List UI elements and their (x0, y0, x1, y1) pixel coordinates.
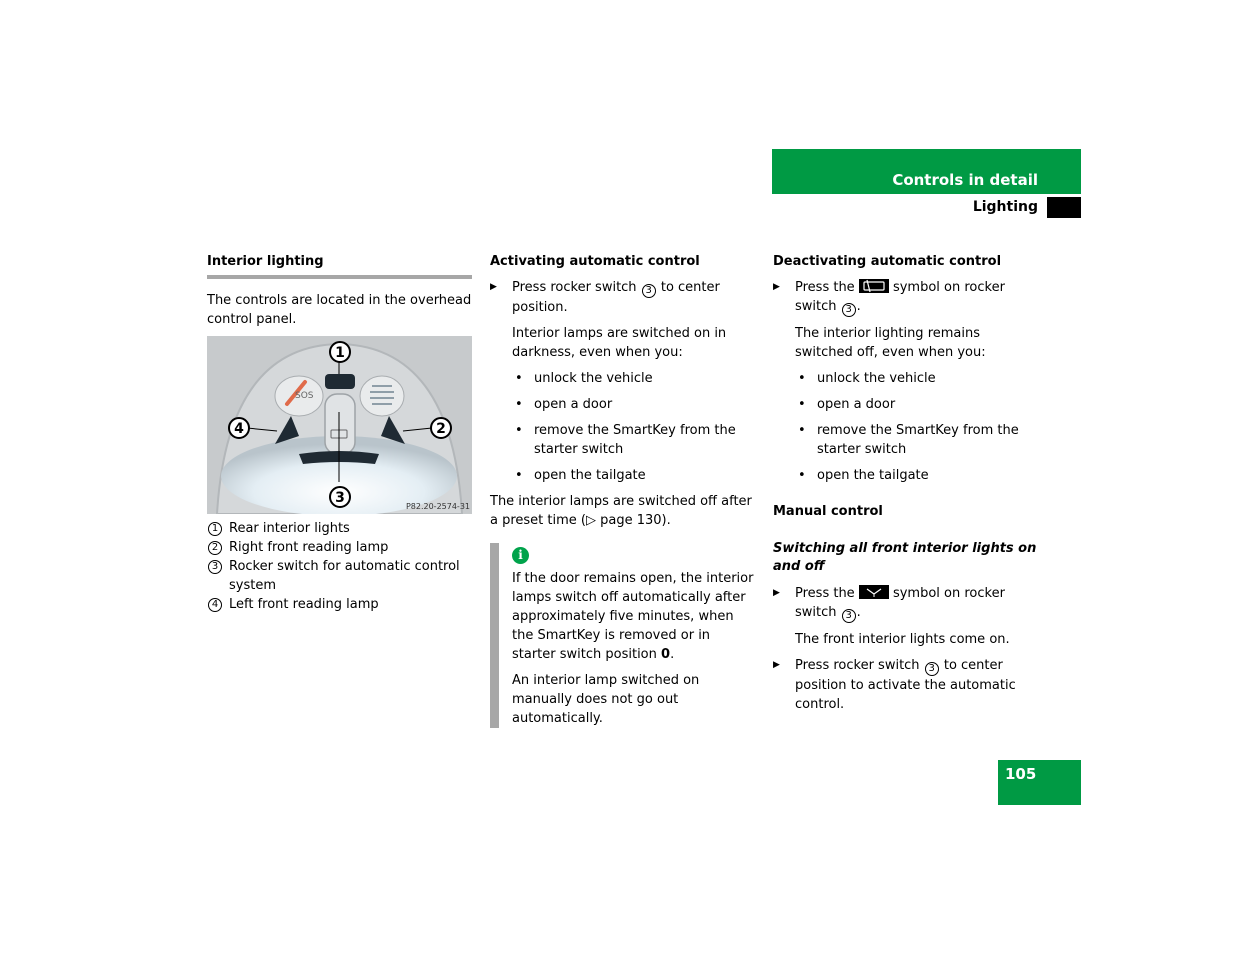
step-result: The interior lighting remains switched off, even when you: (795, 326, 986, 360)
list-item: • open a door (490, 395, 756, 414)
heading-activating-automatic-control: Activating automatic control (490, 254, 700, 269)
chapter-header-bar (772, 149, 1081, 194)
legend-item: 2 Right front reading lamp (207, 538, 472, 557)
callout-3: 3 (329, 486, 351, 508)
overhead-control-panel-figure (207, 336, 472, 514)
info-paragraph-1: If the door remains open, the interior lamps switch off automatically after approximately five minutes, when the SmartKey is removed or in starter switch position 0. (512, 571, 754, 662)
instruction-step: ▶ Press rocker switch 3 to center position to activate the automatic control. (773, 656, 1039, 714)
instruction-step: ▶ Press the symbol on rocker switch 3 . (773, 278, 1039, 317)
column-deactivating-automatic-control (773, 253, 1039, 714)
column-interior-lighting (207, 253, 472, 614)
intro-text: The controls are located in the overhead control panel. (207, 293, 472, 327)
list-item: • open the tailgate (490, 466, 756, 485)
step-result: Interior lamps are switched on in darkness, even when you: (512, 326, 727, 360)
info-callout (490, 543, 756, 728)
instruction-step: ▶ Press rocker switch 3 to center position. (490, 278, 756, 317)
chapter-title: Controls in detail (892, 171, 1038, 189)
callout-2: 2 (430, 417, 452, 439)
instruction-step: ▶ Press the symbol on rocker switch 3 . (773, 584, 1039, 623)
front-interior-light-symbol-icon (859, 585, 889, 599)
legend-item: 4 Left front reading lamp (207, 595, 472, 614)
page-number: 105 (1005, 765, 1037, 783)
callout-1: 1 (329, 341, 351, 363)
rocker-switch-ref: 3 (925, 662, 939, 676)
auto-off-text: The interior lamps are switched off after a preset time (▷ page 130). (490, 494, 752, 528)
rocker-switch-ref: 3 (842, 609, 856, 623)
column-activating-automatic-control (490, 253, 756, 728)
list-item: • open the tailgate (773, 466, 1039, 485)
list-item: • remove the SmartKey from the starter switch (773, 421, 1039, 459)
section-header (772, 197, 1081, 218)
heading-manual-control: Manual control (773, 504, 883, 519)
list-item: • remove the SmartKey from the starter switch (490, 421, 756, 459)
list-item: • unlock the vehicle (490, 369, 756, 388)
heading-rule (207, 275, 472, 279)
heading-interior-lighting: Interior lighting (207, 254, 324, 269)
info-paragraph-2: An interior lamp switched on manually does not go out automatically. (512, 673, 700, 726)
rocker-switch-ref: 3 (842, 303, 856, 317)
info-icon: i (512, 547, 529, 564)
section-marker-block (1047, 197, 1081, 218)
page-number-box (998, 760, 1081, 805)
rocker-switch-ref: 3 (642, 284, 656, 298)
section-title: Lighting (972, 199, 1038, 215)
callout-bar (490, 543, 499, 728)
callout-4: 4 (228, 417, 250, 439)
svg-text:SOS: SOS (295, 391, 314, 401)
subheading-front-lights: Switching all front interior lights on and off (773, 541, 1037, 574)
figure-legend (207, 519, 472, 614)
figure-code: P82.20-2574-31 (405, 502, 470, 511)
legend-item: 3 Rocker switch for automatic control system (207, 557, 472, 595)
legend-item: 1 Rear interior lights (207, 519, 472, 538)
list-item: • unlock the vehicle (773, 369, 1039, 388)
step-result: The front interior lights come on. (795, 632, 1010, 647)
list-item: • open a door (773, 395, 1039, 414)
interior-light-off-symbol-icon (859, 279, 889, 293)
heading-deactivating-automatic-control: Deactivating automatic control (773, 254, 1002, 269)
